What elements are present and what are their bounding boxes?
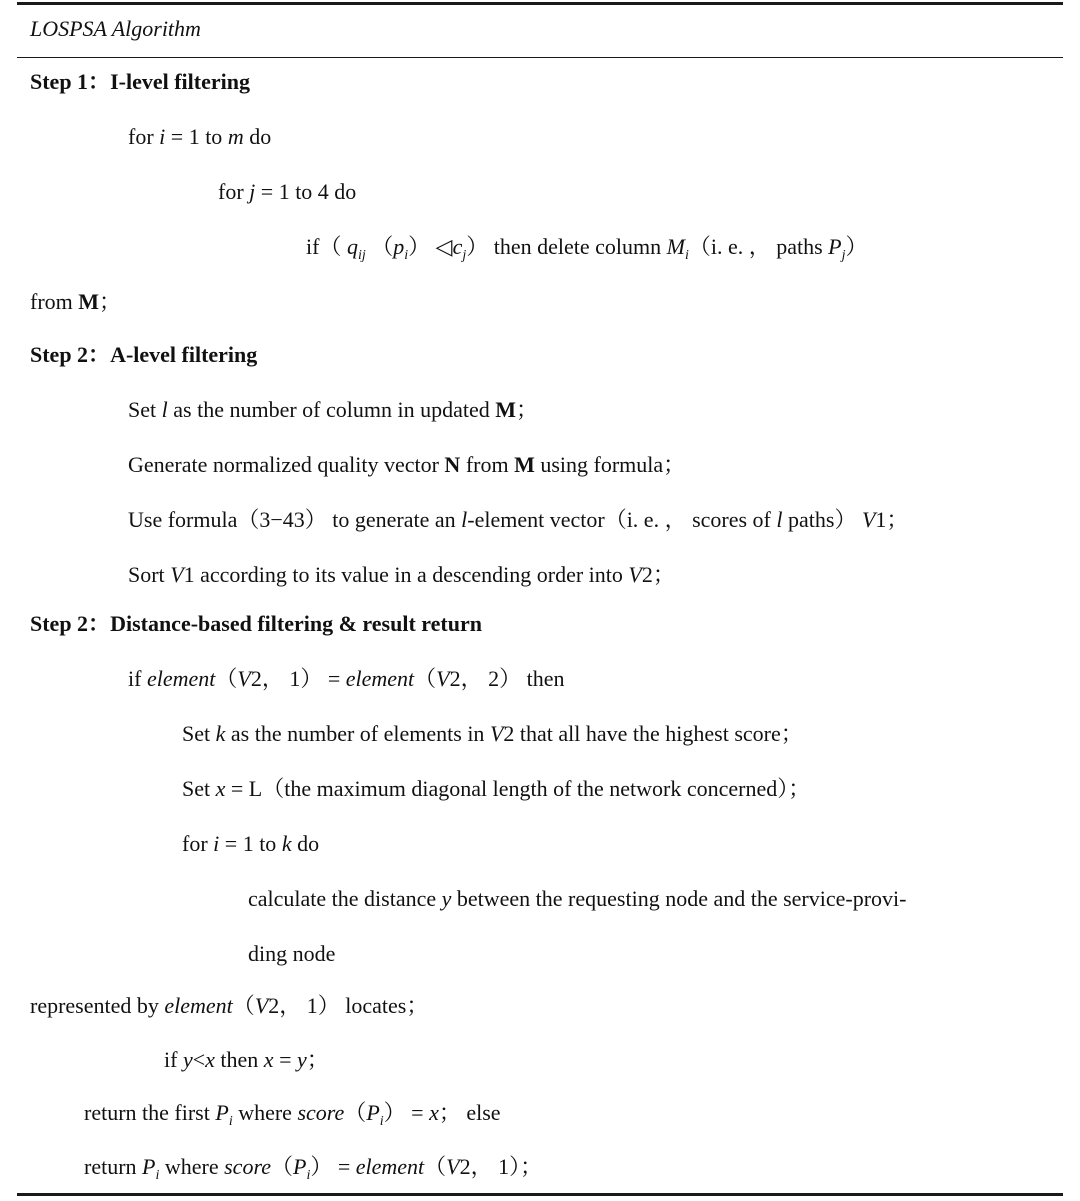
line-text: P bbox=[828, 234, 842, 259]
line-text: V bbox=[237, 666, 251, 691]
line-text: ） bbox=[845, 234, 868, 259]
line-text: p bbox=[393, 234, 405, 259]
line-text: 2， 2） then bbox=[449, 666, 565, 691]
algorithm-line bbox=[182, 775, 810, 803]
algorithm-line bbox=[84, 1099, 501, 1136]
table-top-rule bbox=[17, 2, 1063, 5]
subscript: i bbox=[228, 1114, 233, 1129]
line-text: if（ bbox=[306, 234, 347, 259]
line-text: if bbox=[164, 1047, 183, 1072]
line-text: element bbox=[146, 666, 216, 691]
line-text: x bbox=[263, 1047, 274, 1072]
line-text: ） = bbox=[383, 1100, 430, 1125]
line-text: < bbox=[192, 1047, 206, 1072]
line-text: k bbox=[281, 831, 292, 856]
line-text: ； bbox=[99, 289, 122, 314]
algorithm-line bbox=[306, 233, 868, 270]
line-text: represented by bbox=[30, 993, 165, 1018]
line-text: = L（the maximum diagonal length of the network concerned）； bbox=[225, 776, 811, 801]
line-text: Distance-based filtering & result return bbox=[110, 611, 482, 636]
step-heading bbox=[30, 610, 482, 638]
line-text: = 1 to bbox=[219, 831, 282, 856]
line-text: 2 that all have the highest score； bbox=[503, 721, 803, 746]
subscript: i bbox=[404, 248, 409, 263]
line-text: i bbox=[159, 124, 166, 149]
line-text: then bbox=[214, 1047, 264, 1072]
algorithm-line bbox=[128, 506, 908, 534]
line-text: = 1 to 4 do bbox=[255, 179, 357, 204]
algorithm-line bbox=[30, 992, 428, 1020]
line-text: A-level filtering bbox=[110, 342, 258, 367]
line-text: V bbox=[489, 721, 504, 746]
line-text: N bbox=[444, 452, 461, 477]
line-text: y bbox=[182, 1047, 193, 1072]
line-text: do bbox=[243, 124, 272, 149]
line-text: where bbox=[159, 1154, 225, 1179]
line-text: m bbox=[227, 124, 244, 149]
line-text: V bbox=[254, 993, 269, 1018]
line-text: P bbox=[215, 1100, 229, 1125]
line-text: V bbox=[446, 1154, 460, 1179]
line-text: y bbox=[296, 1047, 307, 1072]
line-text: 2， 1）； bbox=[459, 1154, 543, 1179]
line-text: ） then delete column bbox=[466, 234, 667, 259]
line-text: 2， 1） = bbox=[250, 666, 346, 691]
line-text: Step 2： bbox=[30, 342, 111, 367]
line-text: I-level filtering bbox=[110, 69, 250, 94]
line-text: V bbox=[628, 562, 642, 587]
line-text: = 1 to bbox=[165, 124, 228, 149]
line-text: ） = bbox=[310, 1154, 356, 1179]
line-text: M bbox=[666, 234, 685, 259]
line-text: element bbox=[355, 1154, 425, 1179]
line-text: ） ◁ bbox=[408, 234, 453, 259]
line-text: （ bbox=[414, 666, 437, 691]
line-text: M bbox=[514, 452, 535, 477]
subscript: j bbox=[462, 248, 467, 263]
line-text: from bbox=[460, 452, 515, 477]
line-text: ； else bbox=[438, 1100, 501, 1125]
algorithm-line bbox=[248, 885, 907, 913]
line-text: （i. e. ， paths bbox=[688, 234, 829, 259]
line-text: ； bbox=[306, 1047, 329, 1072]
algorithm-line bbox=[248, 940, 335, 968]
line-text: return bbox=[84, 1154, 143, 1179]
line-text: k bbox=[215, 721, 226, 746]
line-text: c bbox=[452, 234, 463, 259]
algorithm-line bbox=[128, 561, 675, 589]
line-text: between the requesting node and the service-provi- bbox=[451, 886, 907, 911]
line-text: （ bbox=[232, 993, 255, 1018]
line-text: as the number of elements in bbox=[225, 721, 490, 746]
line-text: element bbox=[164, 993, 233, 1018]
line-text: l bbox=[161, 397, 168, 422]
line-text: P bbox=[292, 1154, 307, 1179]
line-text: j bbox=[249, 179, 256, 204]
line-text: M bbox=[495, 397, 516, 422]
line-text: do bbox=[291, 831, 320, 856]
table-header-rule bbox=[17, 57, 1063, 58]
line-text: Step 1： bbox=[30, 69, 111, 94]
algorithm-line bbox=[218, 178, 356, 206]
algorithm-line bbox=[128, 451, 685, 479]
line-text: for bbox=[182, 831, 214, 856]
line-text: V bbox=[861, 507, 876, 532]
line-text: paths） bbox=[782, 507, 862, 532]
algorithm-line bbox=[128, 665, 565, 693]
line-text: = bbox=[273, 1047, 297, 1072]
line-text: return the first bbox=[84, 1100, 216, 1125]
line-text: x bbox=[429, 1100, 439, 1125]
line-text: ； bbox=[516, 397, 539, 422]
algorithm-line bbox=[128, 396, 538, 424]
line-text: score bbox=[297, 1100, 345, 1125]
line-text: Generate normalized quality vector bbox=[128, 452, 445, 477]
line-text: as the number of column in updated bbox=[167, 397, 496, 422]
algorithm-title: LOSPSA Algorithm bbox=[30, 16, 201, 41]
line-text: Sort bbox=[128, 562, 171, 587]
line-text: x bbox=[215, 776, 226, 801]
line-text: l bbox=[776, 507, 783, 532]
line-text: using formula； bbox=[534, 452, 686, 477]
line-text: q bbox=[346, 234, 358, 259]
algorithm-line bbox=[84, 1153, 542, 1190]
line-text: （ bbox=[365, 234, 394, 259]
line-text: 2， 1） locates； bbox=[268, 993, 429, 1018]
line-text: -element vector（i. e. ， scores of bbox=[467, 507, 777, 532]
algorithm-line bbox=[30, 288, 121, 316]
line-text: （ bbox=[344, 1100, 367, 1125]
line-text: for bbox=[218, 179, 250, 204]
line-text: l bbox=[461, 507, 468, 532]
line-text: y bbox=[441, 886, 452, 911]
line-text: （ bbox=[215, 666, 238, 691]
line-text: Set bbox=[128, 397, 162, 422]
line-text: element bbox=[345, 666, 415, 691]
line-text: x bbox=[205, 1047, 215, 1072]
step-heading bbox=[30, 68, 250, 96]
algorithm-line bbox=[128, 123, 271, 151]
line-text: if bbox=[128, 666, 147, 691]
line-text: （ bbox=[424, 1154, 447, 1179]
algorithm-line bbox=[182, 720, 803, 748]
line-text: Set bbox=[182, 776, 216, 801]
line-text: P bbox=[142, 1154, 156, 1179]
subscript: j bbox=[841, 248, 846, 263]
line-text: M bbox=[78, 289, 100, 314]
line-text: Set bbox=[182, 721, 216, 746]
subscript: i bbox=[306, 1168, 311, 1183]
subscript: ij bbox=[357, 248, 366, 263]
line-text: ding node bbox=[248, 941, 336, 966]
step-heading bbox=[30, 341, 257, 369]
line-text: for bbox=[128, 124, 160, 149]
algorithm-line bbox=[182, 830, 319, 858]
line-text: i bbox=[213, 831, 220, 856]
line-text: where bbox=[232, 1100, 298, 1125]
line-text: P bbox=[366, 1100, 380, 1125]
subscript: i bbox=[155, 1168, 160, 1183]
line-text: 1 according to its value in a descending order into bbox=[183, 562, 629, 587]
line-text: 1； bbox=[875, 507, 909, 532]
line-text: Use formula（3−43） to generate an bbox=[128, 507, 462, 532]
table-bottom-rule bbox=[17, 1193, 1063, 1196]
line-text: V bbox=[170, 562, 184, 587]
line-text: calculate the distance bbox=[248, 886, 442, 911]
line-text: Step 2： bbox=[30, 611, 111, 636]
line-text: from bbox=[30, 289, 79, 314]
subscript: i bbox=[684, 248, 689, 263]
algorithm-line bbox=[164, 1046, 329, 1074]
line-text: 2； bbox=[641, 562, 675, 587]
line-text: score bbox=[224, 1154, 271, 1179]
line-text: （ bbox=[270, 1154, 293, 1179]
subscript: i bbox=[379, 1114, 384, 1129]
line-text: V bbox=[436, 666, 450, 691]
